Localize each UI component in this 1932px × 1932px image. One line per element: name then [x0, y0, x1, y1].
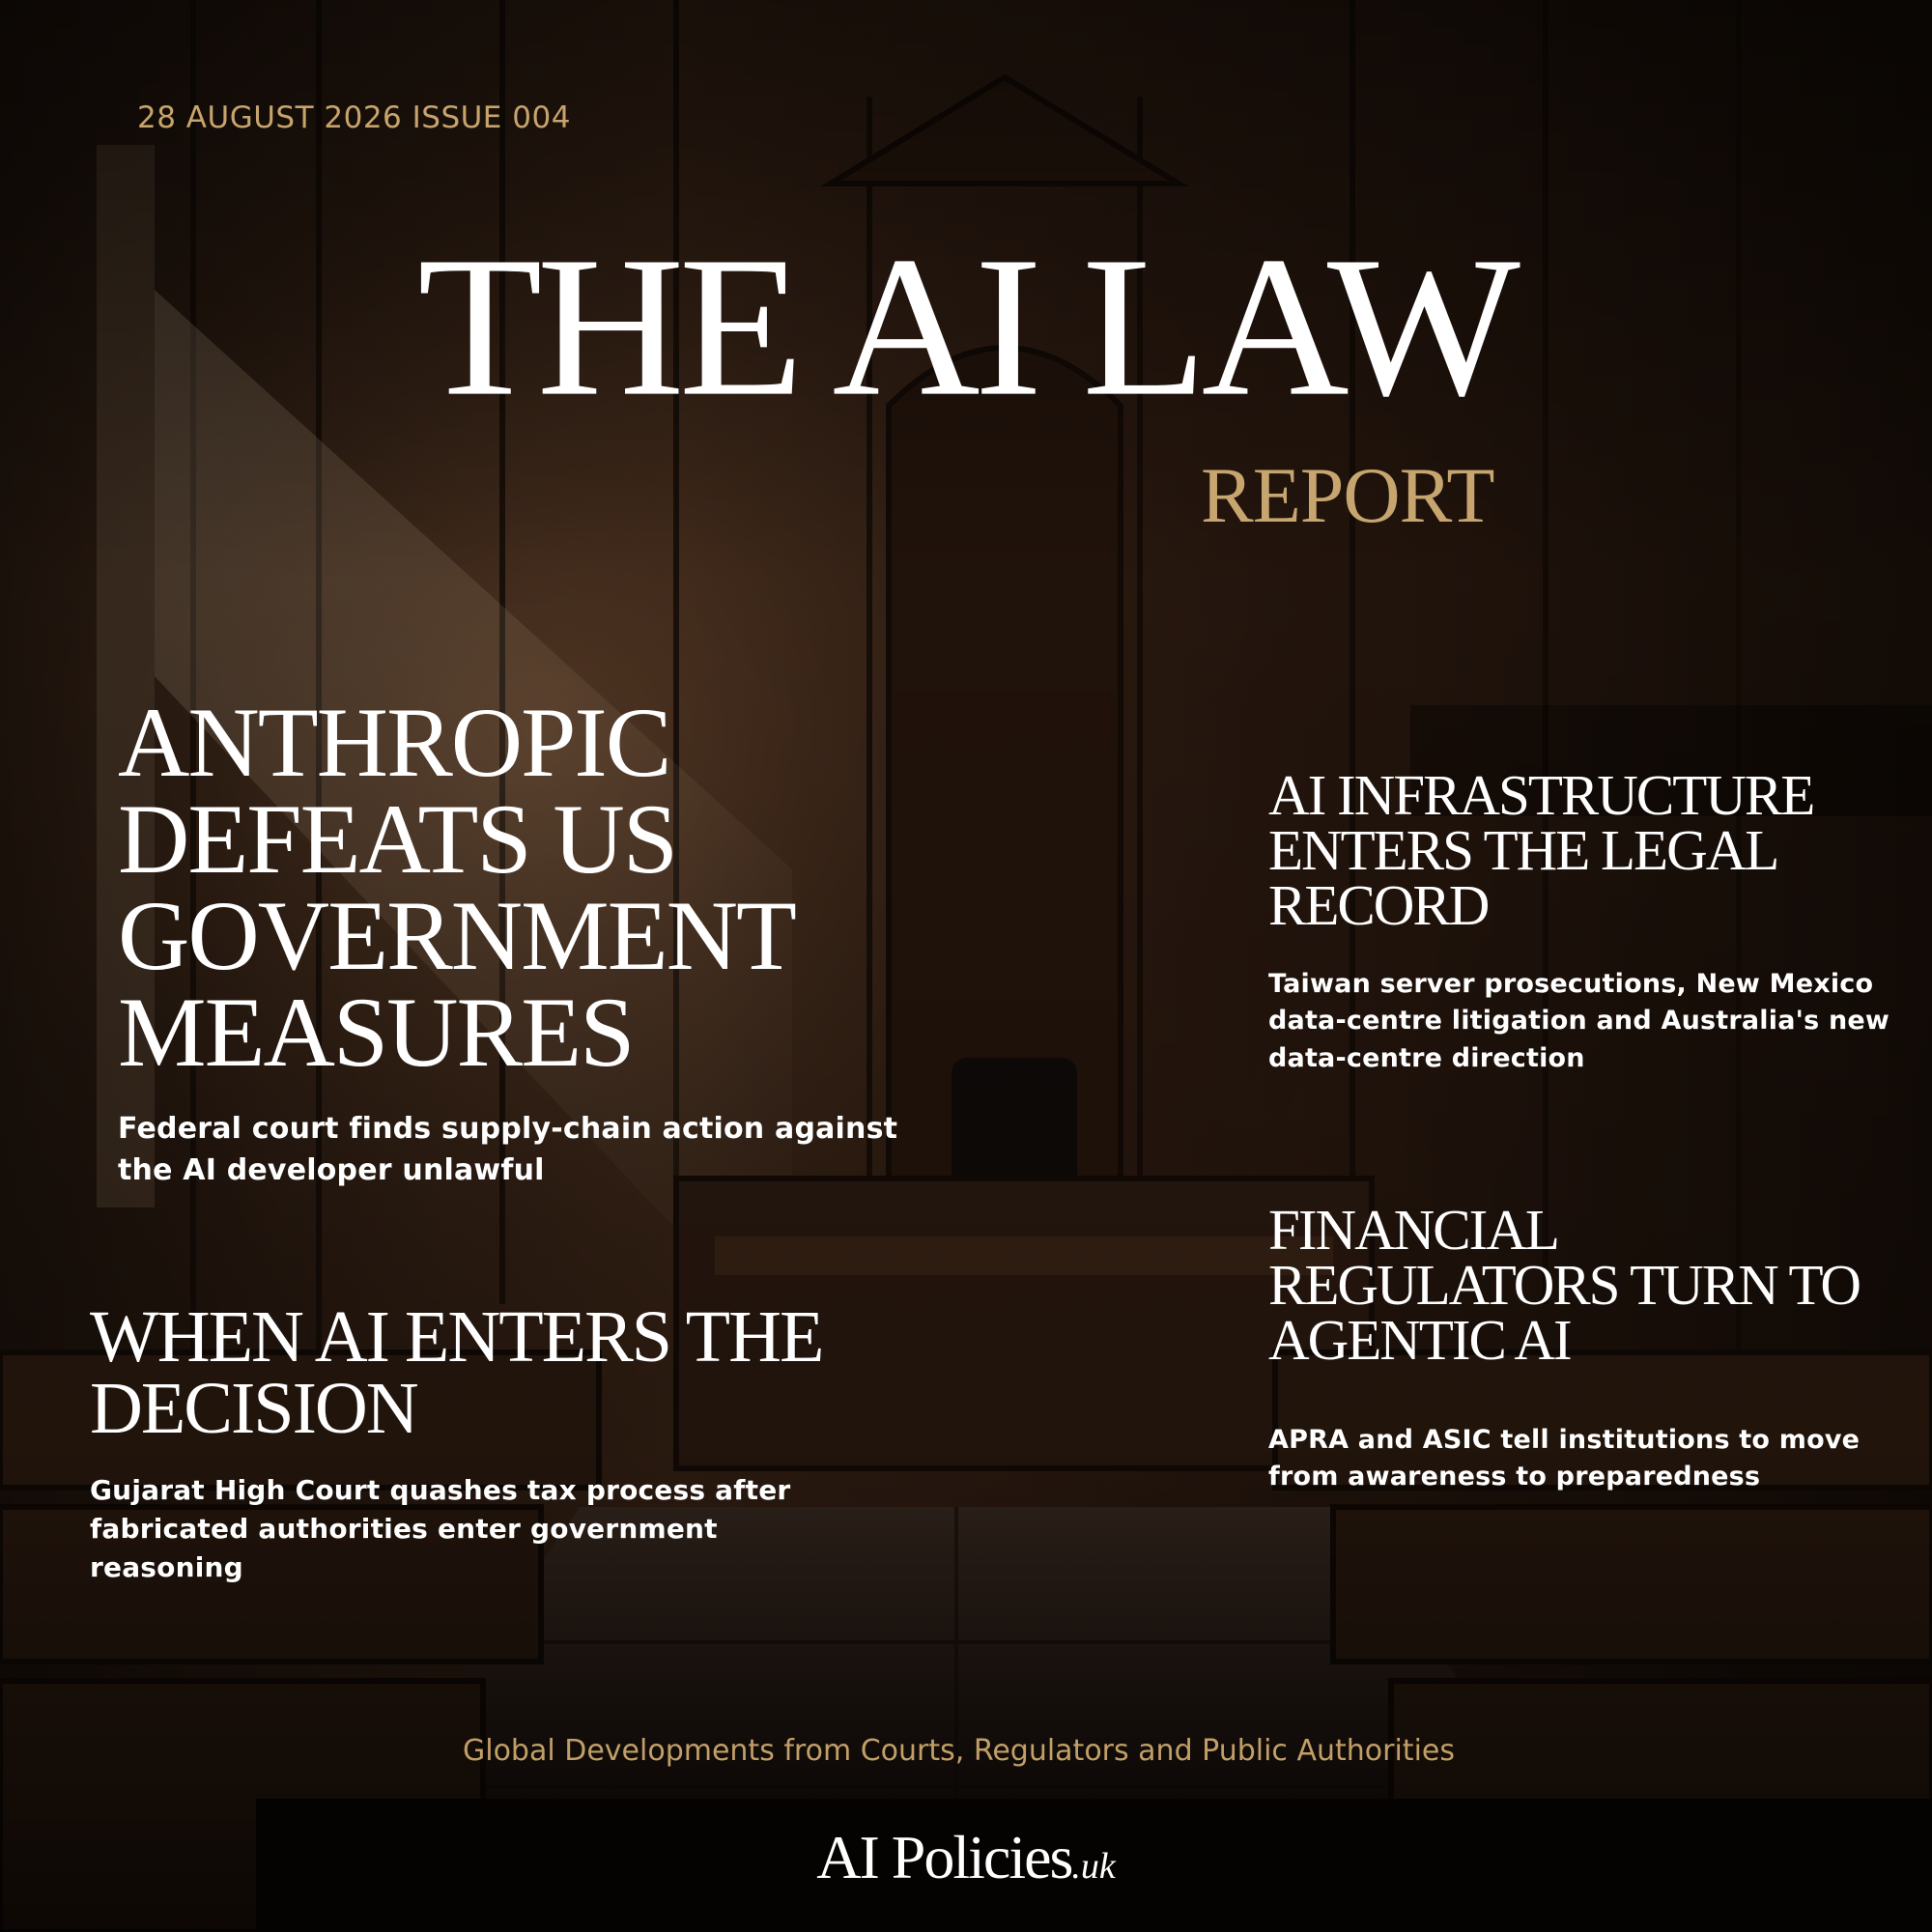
- second-story-dek: Gujarat High Court quashes tax process after fabricated authorities enter government reasoning: [90, 1474, 791, 1583]
- second-story-headline: WHEN AI ENTERS THE DECISION: [90, 1296, 823, 1449]
- masthead-title: THE AI LAW: [417, 214, 1515, 438]
- third-story-headline: AI INFRASTRUCTURE ENTERS THE LEGAL RECORD: [1268, 763, 1814, 938]
- brand-name: AI Policies: [816, 1823, 1072, 1891]
- lead-story-headline: ANTHROPIC DEFEATS US GOVERNMENT MEASURES: [118, 688, 794, 1088]
- lead-story-dek: Federal court finds supply-chain action against the AI developer unlawful: [118, 1112, 898, 1187]
- footer-bar: [256, 1799, 1932, 1932]
- fourth-story-dek: APRA and ASIC tell institutions to move from awareness to preparedness: [1268, 1425, 1861, 1492]
- cover-tagline: Global Developments from Courts, Regulators and Public Authorities: [463, 1734, 1455, 1768]
- brand-suffix: .uk: [1071, 1846, 1116, 1887]
- issue-date-line: 28 AUGUST 2026 ISSUE 004: [137, 100, 571, 135]
- brand-logo: [256, 1822, 1676, 1893]
- third-story-dek: Taiwan server prosecutions, New Mexico data-centre litigation and Australia's new data-centre direction: [1268, 969, 1890, 1073]
- fourth-story-headline: FINANCIAL REGULATORS TURN TO AGENTIC AI: [1268, 1198, 1861, 1373]
- masthead-subtitle: REPORT: [1201, 451, 1494, 539]
